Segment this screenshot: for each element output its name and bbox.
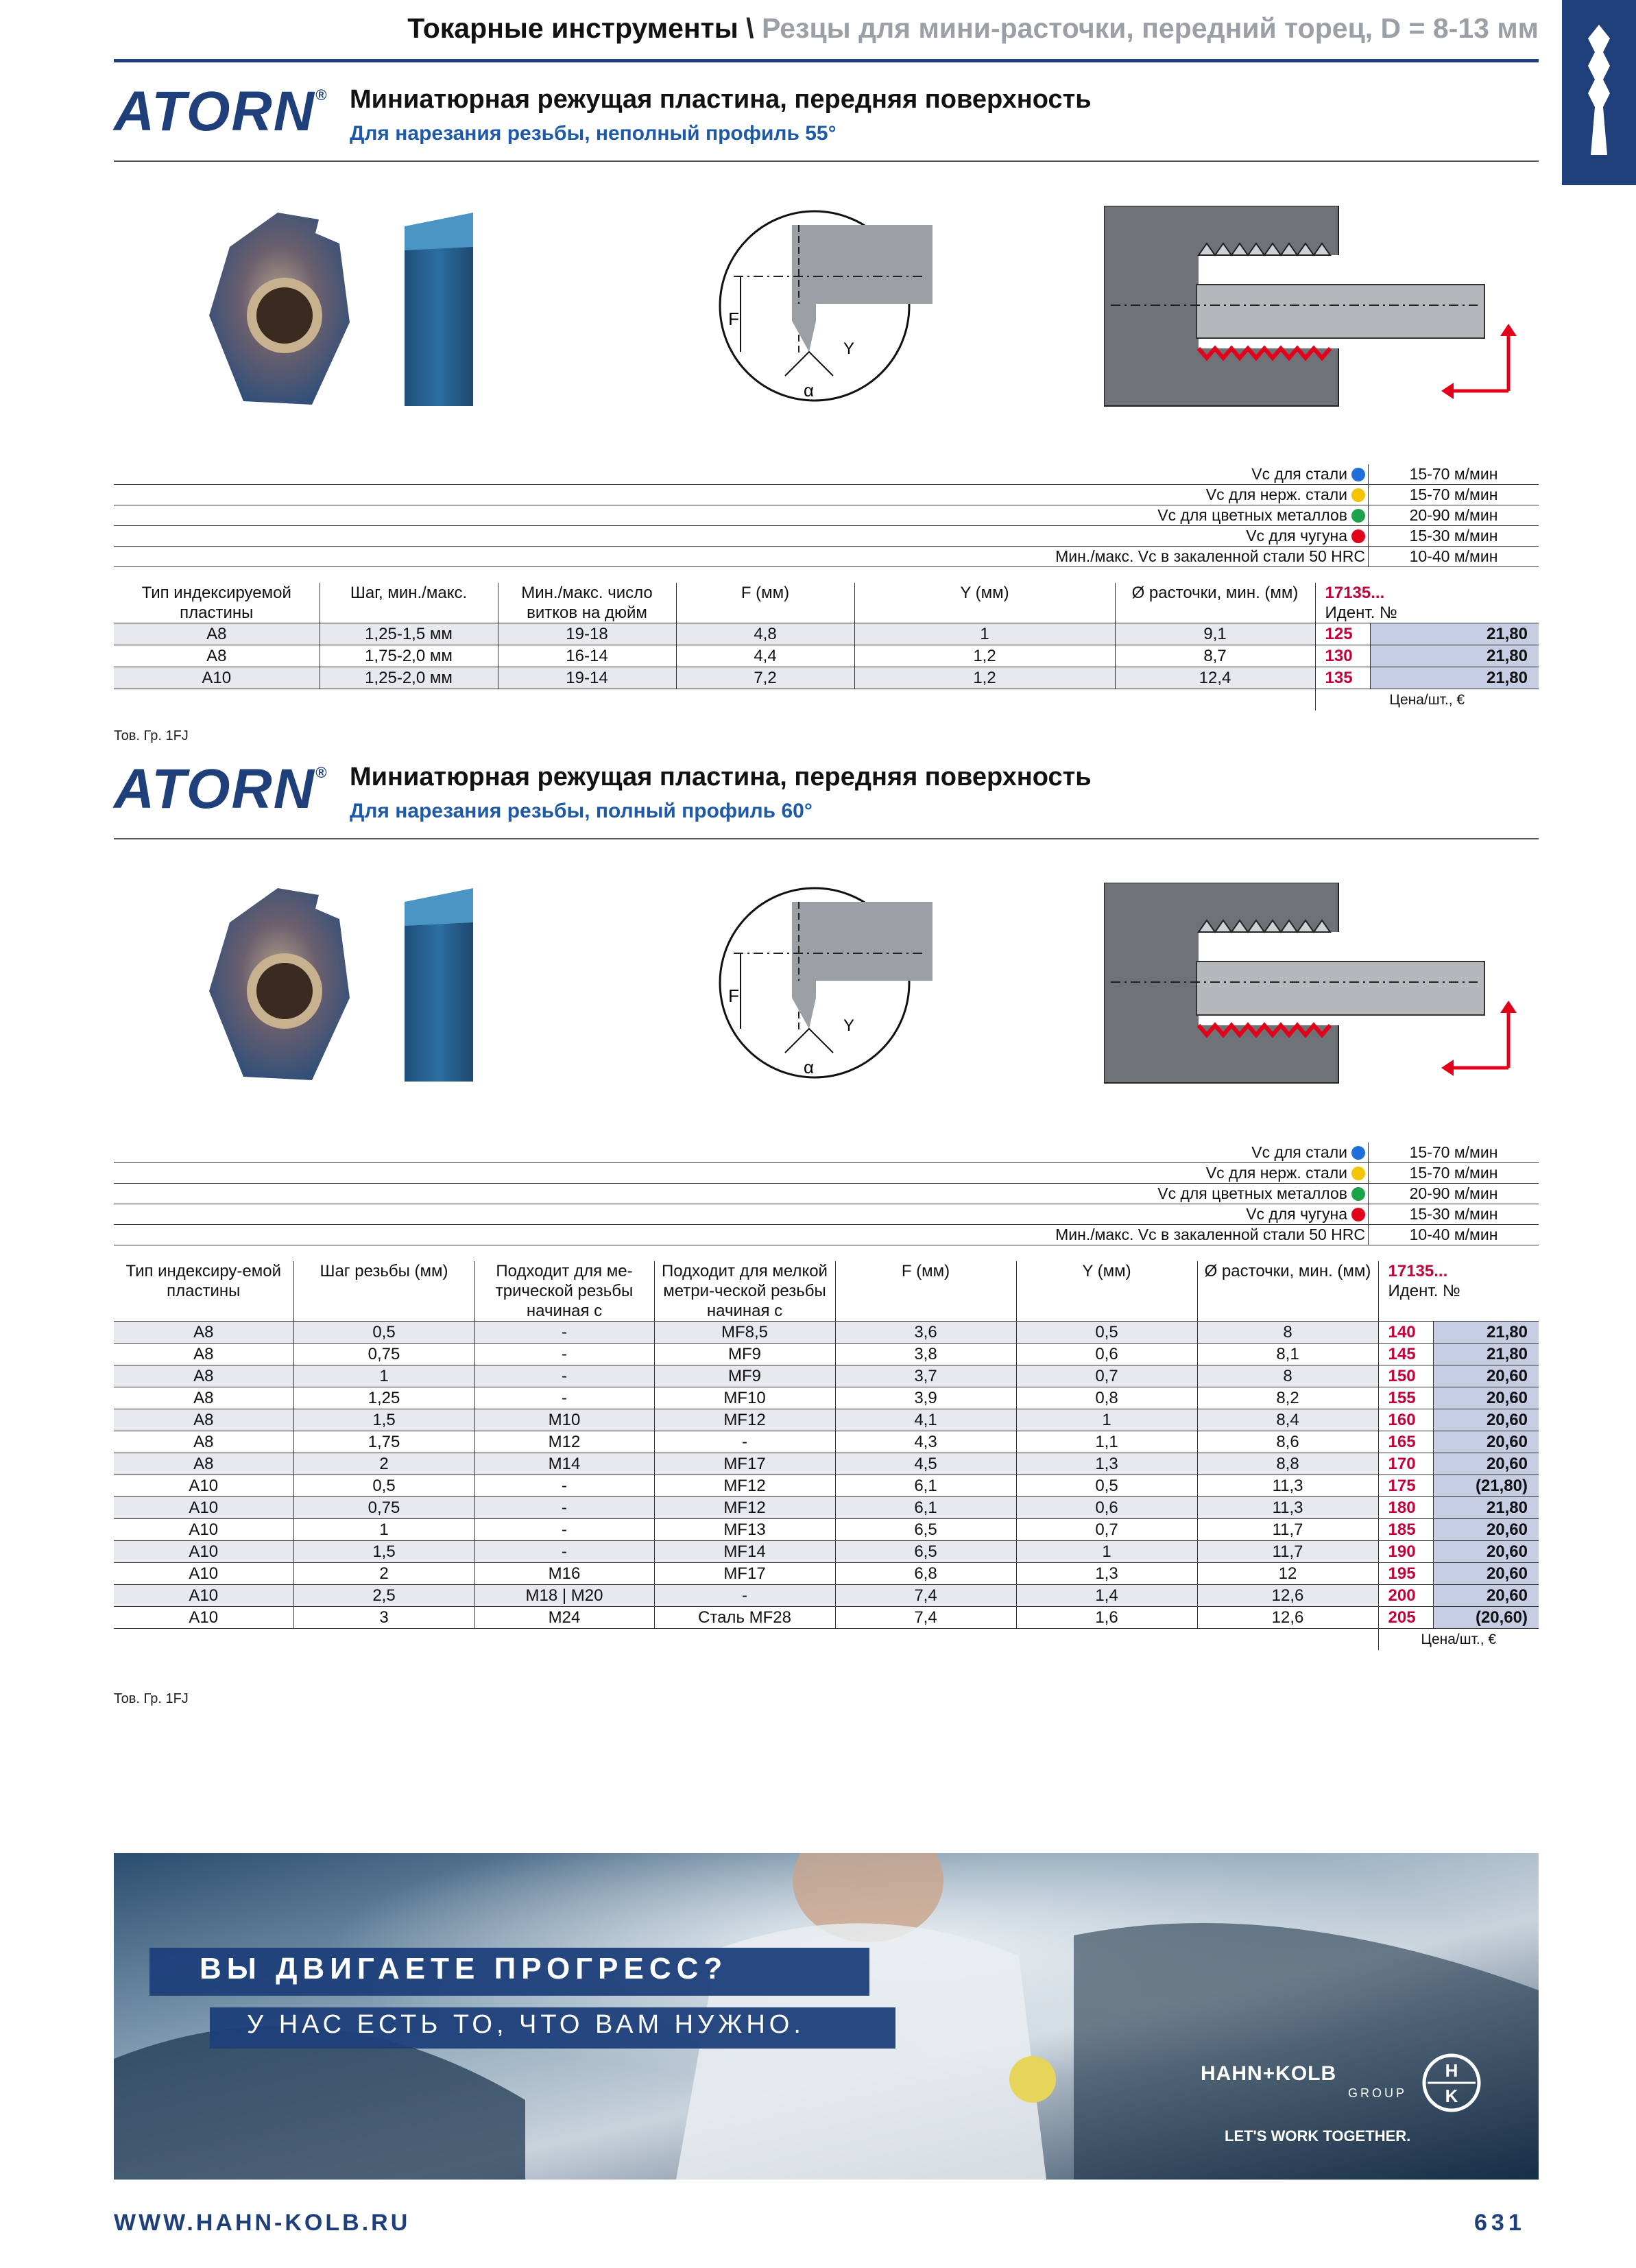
table-row [114,1541,1539,1563]
cutting-speed-label [114,485,1369,505]
section2-subtitle: Для нарезания резьбы, полный профиль 60° [350,800,813,822]
section1-rule [114,160,1539,162]
emblem-letter-k: K [1445,2086,1458,2106]
banner-tagline: LET'S WORK TOGETHER. [1225,2127,1411,2145]
table-cell: - [474,1365,654,1387]
column-header: Шаг, мин./макс. [320,583,498,623]
section1-subtitle: Для нарезания резьбы, неполный профиль 55° [350,122,837,145]
header-subcategory: Резцы для мини-расточки, передний торец, D = 8-13 мм [761,12,1539,44]
cutting-speed-row [114,1204,1539,1225]
cutting-speed-value: 15-70 м/мин [1369,1163,1539,1184]
price-value: 20,60 [1433,1431,1539,1453]
cutting-speed-value: 15-70 м/мин [1369,485,1539,505]
table-cell: A10 [114,1475,293,1497]
cutting-speed-name: Vc для чугуна [1246,1205,1347,1223]
cutting-speed-row [114,526,1539,547]
f-label: F [728,309,739,329]
promo-banner[interactable] [114,1853,1539,2180]
cutting-speed-name: Vc для стали [1251,1143,1347,1161]
table-cell: MF9 [654,1365,835,1387]
emblem-letter-h: H [1445,2060,1458,2081]
table-cell: 12,6 [1197,1585,1378,1607]
table-cell: M12 [474,1431,654,1453]
table-cell: 12,6 [1197,1607,1378,1629]
table-cell: 1,4 [1016,1585,1197,1607]
cutting-speed-table-1 [114,464,1539,567]
header-rule [114,59,1539,62]
table-cell: A8 [114,623,320,645]
atorn-logo: ATORN® [114,80,328,143]
table-header-row [114,1261,1539,1322]
footer-url[interactable]: WWW.HAHN-KOLB.RU [114,2210,411,2236]
table-cell: - [654,1431,835,1453]
thread-machining-diagram [1104,206,1543,411]
section1-title: Миниатюрная режущая пластина, передняя поверхность [350,85,1092,114]
table-cell: M10 [474,1409,654,1431]
footer-spacer [114,1629,1378,1651]
ident-number: 190 [1378,1541,1433,1563]
price-value: 20,60 [1433,1585,1539,1607]
table-cell: 1,3 [1016,1563,1197,1585]
table-cell: A10 [114,667,320,689]
table-cell: 0,8 [1016,1387,1197,1409]
column-header: Y (мм) [854,583,1115,623]
table-cell: 4,4 [676,645,854,667]
table-cell: 0,75 [293,1344,474,1365]
table-cell: 1,2 [854,645,1115,667]
price-value: 20,60 [1433,1387,1539,1409]
column-header: Мин./макс. число витков на дюйм [498,583,676,623]
table-row [114,1409,1539,1431]
table-row [114,1585,1539,1607]
table-cell: A10 [114,1497,293,1519]
cutting-speed-row [114,505,1539,526]
table-cell: 3,8 [835,1344,1016,1365]
price-value: 21,80 [1433,1344,1539,1365]
ident-number: 185 [1378,1519,1433,1541]
product-group-2: Тов. Гр. 1FJ [114,1691,189,1706]
f-label: F [728,986,739,1006]
cutting-speed-name: Vc для нерж. стали [1205,486,1347,503]
table-cell: A8 [114,645,320,667]
table-cell: 8,7 [1115,645,1315,667]
table-cell: A10 [114,1541,293,1563]
cutting-speed-row [114,464,1539,485]
cutting-speed-value: 10-40 м/мин [1369,547,1539,567]
table-cell: 8,2 [1197,1387,1378,1409]
ident-header [1378,1261,1539,1322]
table-row [114,1431,1539,1453]
cutting-speed-name: Vc для чугуна [1246,527,1347,545]
ident-number: 155 [1378,1387,1433,1409]
table-cell: A10 [114,1563,293,1585]
table-cell: 8 [1197,1365,1378,1387]
table-cell: M18 | M20 [474,1585,654,1607]
cutting-speed-label [114,464,1369,485]
y-label: Y [843,1016,855,1035]
price-value: 21,80 [1370,623,1539,645]
material-dot-icon [1351,1167,1365,1180]
table-cell: 4,8 [676,623,854,645]
column-header: Ø расточки, мин. (мм) [1115,583,1315,623]
price-unit-label: Цена/шт., € [1315,689,1539,711]
cutting-speed-name: Vc для цветных металлов [1157,1184,1347,1202]
ident-prefix: 17135... [1325,584,1385,602]
table-cell: 1 [1016,1541,1197,1563]
table-cell: 11,7 [1197,1519,1378,1541]
chapter-tab[interactable] [1562,0,1636,185]
table-cell: 0,75 [293,1497,474,1519]
ident-number: 140 [1378,1322,1433,1344]
table-cell: A8 [114,1365,293,1387]
table-cell: 0,5 [293,1322,474,1344]
thread-machining-diagram-2 [1104,883,1543,1088]
table-cell: 7,4 [835,1585,1016,1607]
table-cell: 1,6 [1016,1607,1197,1629]
cutting-speed-value: 15-30 м/мин [1369,526,1539,547]
insert-photo-icon [202,206,490,411]
table-row [114,1519,1539,1541]
material-dot-icon [1351,1146,1365,1160]
table-cell: A10 [114,1607,293,1629]
cutting-speed-name: Vc для цветных металлов [1157,506,1347,524]
table-row [114,667,1539,689]
product-group-1: Тов. Гр. 1FJ [114,728,189,743]
table-cell: 12 [1197,1563,1378,1585]
table-cell: M14 [474,1453,654,1475]
price-value: 20,60 [1433,1365,1539,1387]
table-cell: MF8,5 [654,1322,835,1344]
cutting-speed-table-2 [114,1143,1539,1245]
column-header: Шаг резьбы (мм) [293,1261,474,1322]
header-category: Токарные инструменты [407,12,738,44]
ident-number: 150 [1378,1365,1433,1387]
ident-number: 130 [1315,645,1370,667]
table-row [114,1322,1539,1344]
ident-label: Идент. № [1325,604,1397,622]
table-cell: 1 [293,1519,474,1541]
table-cell: 1,1 [1016,1431,1197,1453]
table-cell: - [474,1541,654,1563]
insert-photo-icon [202,881,490,1087]
ident-label: Идент. № [1388,1282,1460,1300]
table-cell: 11,3 [1197,1475,1378,1497]
ident-header [1315,583,1539,623]
table-cell: 0,5 [293,1475,474,1497]
table-cell: 0,6 [1016,1497,1197,1519]
cutting-speed-row [114,485,1539,505]
table-cell: 4,3 [835,1431,1016,1453]
alpha-label: α [804,1057,815,1077]
product-table-2 [114,1261,1539,1650]
material-dot-icon [1351,529,1365,543]
table-cell: MF12 [654,1497,835,1519]
table-cell: 1 [1016,1409,1197,1431]
cutting-speed-value: 20-90 м/мин [1369,1184,1539,1204]
ident-number: 205 [1378,1607,1433,1629]
product-table-1 [114,583,1539,711]
column-header: Тип индексируемой пластины [114,583,320,623]
cutting-speed-label [114,1163,1369,1184]
hk-emblem-icon [1421,2052,1482,2114]
table-cell: 1,5 [293,1409,474,1431]
table-cell: 3,7 [835,1365,1016,1387]
table-cell: A10 [114,1585,293,1607]
table-cell: 3,9 [835,1387,1016,1409]
table-cell: 7,2 [676,667,854,689]
table-cell: 8 [1197,1322,1378,1344]
table-row [114,1387,1539,1409]
table-cell: 8,8 [1197,1453,1378,1475]
table-cell: M16 [474,1563,654,1585]
cutting-speed-label [114,1225,1369,1245]
cutting-speed-value: 15-70 м/мин [1369,1143,1539,1163]
column-header: Подходит для мелкой метри-ческой резьбы начиная с [654,1261,835,1322]
table-cell: - [474,1344,654,1365]
page-number: 631 [1474,2210,1526,2236]
cutting-speed-value: 20-90 м/мин [1369,505,1539,526]
table-cell: 1,2 [854,667,1115,689]
price-value: 21,80 [1433,1497,1539,1519]
price-footer-row [114,1629,1539,1651]
ident-number: 125 [1315,623,1370,645]
table-cell: - [474,1497,654,1519]
table-cell: 0,7 [1016,1365,1197,1387]
price-value: 21,80 [1370,645,1539,667]
cutting-speed-row [114,1184,1539,1204]
table-cell: 1 [293,1365,474,1387]
table-cell: A8 [114,1322,293,1344]
cutting-speed-value: 15-30 м/мин [1369,1204,1539,1225]
material-dot-icon [1351,468,1365,481]
table-cell: A8 [114,1409,293,1431]
price-value: (21,80) [1433,1475,1539,1497]
cutting-speed-label [114,505,1369,526]
table-cell: 8,4 [1197,1409,1378,1431]
table-cell: 9,1 [1115,623,1315,645]
table-cell: Сталь MF28 [654,1607,835,1629]
table-cell: 6,1 [835,1475,1016,1497]
column-header: F (мм) [676,583,854,623]
material-dot-icon [1351,1208,1365,1221]
table-cell: 6,5 [835,1541,1016,1563]
table-cell: 7,4 [835,1607,1016,1629]
hahn-kolb-logo-text: HAHN+KOLB [1201,2062,1337,2085]
ident-number: 145 [1378,1344,1433,1365]
table-cell: 4,5 [835,1453,1016,1475]
ident-number: 135 [1315,667,1370,689]
table-cell: 6,1 [835,1497,1016,1519]
table-cell: 1,25-1,5 мм [320,623,498,645]
column-header: Тип индексиру-емой пластины [114,1261,293,1322]
table-cell: 11,7 [1197,1541,1378,1563]
cutting-speed-label [114,1184,1369,1204]
table-cell: 1,25-2,0 мм [320,667,498,689]
table-cell: 3,6 [835,1322,1016,1344]
table-cell: 2 [293,1453,474,1475]
cutting-speed-label [114,526,1369,547]
section2-title: Миниатюрная режущая пластина, передняя поверхность [350,763,1092,791]
ident-number: 160 [1378,1409,1433,1431]
table-row [114,1563,1539,1585]
drill-icon [1583,25,1615,155]
column-header: Y (мм) [1016,1261,1197,1322]
table-row [114,645,1539,667]
table-row [114,1497,1539,1519]
table-row [114,623,1539,645]
table-row [114,1475,1539,1497]
table-cell: MF17 [654,1453,835,1475]
table-cell: MF12 [654,1475,835,1497]
table-cell: 0,5 [1016,1475,1197,1497]
table-row [114,1344,1539,1365]
ident-number: 165 [1378,1431,1433,1453]
table-cell: 0,7 [1016,1519,1197,1541]
table-cell: A8 [114,1431,293,1453]
cutting-speed-value: 15-70 м/мин [1369,464,1539,485]
table-cell: 19-18 [498,623,676,645]
alpha-label: α [804,380,815,401]
ident-number: 200 [1378,1585,1433,1607]
table-cell: MF13 [654,1519,835,1541]
table-cell: 3 [293,1607,474,1629]
column-header: Ø расточки, мин. (мм) [1197,1261,1378,1322]
table-cell: 1,75-2,0 мм [320,645,498,667]
material-dot-icon [1351,1187,1365,1201]
ident-number: 175 [1378,1475,1433,1497]
header-separator: \ [746,12,754,44]
ident-number: 195 [1378,1563,1433,1585]
insert-geometry-diagram-2 [713,881,933,1087]
table-cell: 1,75 [293,1431,474,1453]
table-cell: 2,5 [293,1585,474,1607]
table-cell: 8,1 [1197,1344,1378,1365]
table-cell: A10 [114,1519,293,1541]
cutting-speed-name: Vc для стали [1251,465,1347,483]
table-cell: 0,6 [1016,1344,1197,1365]
cutting-speed-name: Vc для нерж. стали [1205,1164,1347,1182]
table-cell: M24 [474,1607,654,1629]
banner-subline: У НАС ЕСТЬ ТО, ЧТО ВАМ НУЖНО. [247,2010,805,2039]
table-row [114,1365,1539,1387]
cutting-speed-row [114,1225,1539,1245]
section2-rule [114,838,1539,839]
price-value: 21,80 [1433,1322,1539,1344]
material-dot-icon [1351,509,1365,523]
table-cell: MF14 [654,1541,835,1563]
table-cell: A8 [114,1453,293,1475]
column-header: F (мм) [835,1261,1016,1322]
footer-spacer [114,689,1315,711]
ident-number: 170 [1378,1453,1433,1475]
price-value: 20,60 [1433,1453,1539,1475]
table-cell: A8 [114,1344,293,1365]
insert-geometry-diagram [713,204,933,410]
cutting-speed-label [114,1143,1369,1163]
column-header: Подходит для ме-трической резьбы начиная с [474,1261,654,1322]
price-value: (20,60) [1433,1607,1539,1629]
table-cell: MF12 [654,1409,835,1431]
price-value: 21,80 [1370,667,1539,689]
table-cell: MF10 [654,1387,835,1409]
cutting-speed-row [114,1163,1539,1184]
table-cell: 6,5 [835,1519,1016,1541]
cutting-speed-value: 10-40 м/мин [1369,1225,1539,1245]
table-cell: 1,25 [293,1387,474,1409]
page-header-title [0,12,1539,45]
table-row [114,1453,1539,1475]
price-value: 20,60 [1433,1409,1539,1431]
price-value: 20,60 [1433,1563,1539,1585]
cutting-speed-label [114,1204,1369,1225]
table-cell: 4,1 [835,1409,1016,1431]
table-cell: 11,3 [1197,1497,1378,1519]
ident-prefix: 17135... [1388,1262,1448,1280]
group-text: GROUP [1348,2086,1408,2100]
price-value: 20,60 [1433,1519,1539,1541]
cutting-speed-name: Мин./макс. Vc в закаленной стали 50 HRC [1055,1226,1365,1243]
table-cell: 0,5 [1016,1322,1197,1344]
table-cell: - [474,1322,654,1344]
price-unit-label: Цена/шт., € [1378,1629,1539,1651]
y-label: Y [843,339,855,358]
price-footer-row [114,689,1539,711]
ident-number: 180 [1378,1497,1433,1519]
banner-headline: ВЫ ДВИГАЕТЕ ПРОГРЕСС? [200,1952,728,1985]
table-cell: 8,6 [1197,1431,1378,1453]
table-cell: 19-14 [498,667,676,689]
table-cell: - [474,1519,654,1541]
atorn-logo-2: ATORN® [114,758,328,820]
cutting-speed-name: Мин./макс. Vc в закаленной стали 50 HRC [1055,547,1365,565]
table-cell: A8 [114,1387,293,1409]
table-cell: - [474,1387,654,1409]
table-cell: 12,4 [1115,667,1315,689]
table-row [114,1607,1539,1629]
table-header-row [114,583,1539,623]
price-value: 20,60 [1433,1541,1539,1563]
table-cell: 1 [854,623,1115,645]
cutting-speed-row [114,547,1539,567]
table-cell: - [654,1585,835,1607]
cutting-speed-label [114,547,1369,567]
material-dot-icon [1351,488,1365,502]
table-cell: 1,3 [1016,1453,1197,1475]
table-cell: 1,5 [293,1541,474,1563]
table-cell: 6,8 [835,1563,1016,1585]
table-cell: - [474,1475,654,1497]
cutting-speed-row [114,1143,1539,1163]
table-cell: MF17 [654,1563,835,1585]
table-cell: 2 [293,1563,474,1585]
table-cell: MF9 [654,1344,835,1365]
table-cell: 16-14 [498,645,676,667]
